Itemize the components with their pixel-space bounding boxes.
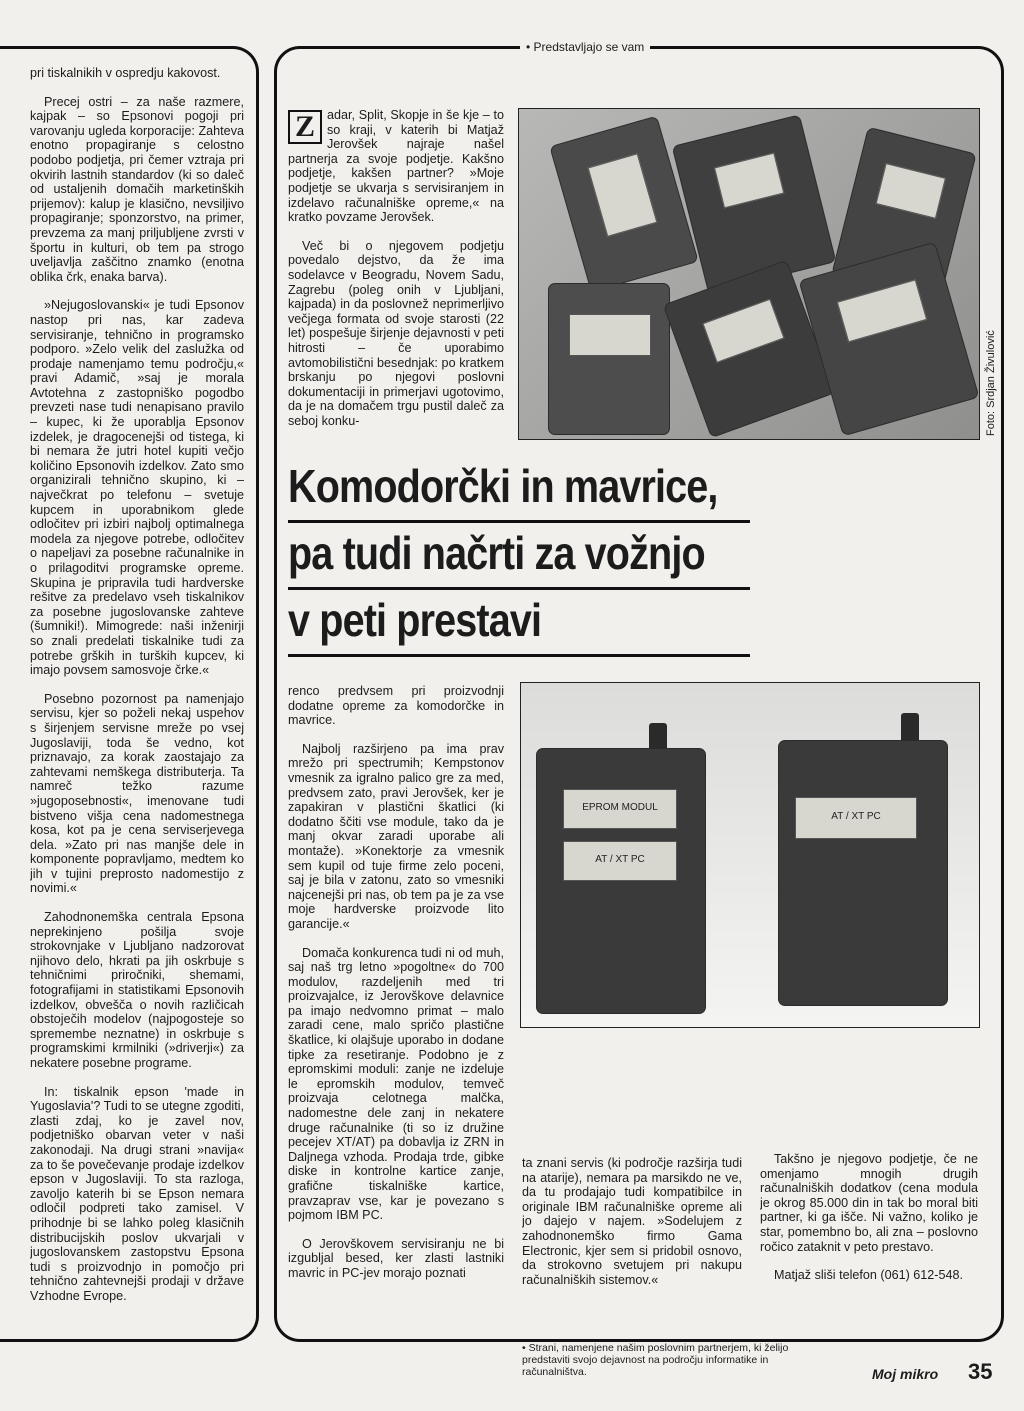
footer-note: • Strani, namenjene našim poslovnim partnerjem, ki želijo predstaviti svojo dejavnost na področju informatike in računalništva. bbox=[522, 1342, 838, 1378]
headline-rule bbox=[288, 654, 750, 657]
column4-paragraph: Matjaž sliši telefon (061) 612-548. bbox=[774, 1268, 964, 1283]
intro-paragraph-2: Več bi o njegovem podjetju povedalo dejstvo, da že ima sodelavce v Beogradu, Novem Sadu, Zagrebu (poleg onih v Ljubljani, kajpada) in da poslovnež neprimerljivo večjega formata od svoje starosti (22 let) pospešuje širjenje dejavnosti v peti hitrosti – če uporabimo avtomobilistični besednjak: po kratkem brskanju po njegovi poslovni dokumentaciji in primerjavi ugotovimo, da je na domačem trgu pustil daleč za seboj konku- bbox=[288, 238, 504, 428]
intro-column bbox=[288, 108, 504, 444]
headline-line-2: pa tudi načrti za vožnjo bbox=[288, 527, 705, 579]
headline-line-1: Komodorčki in mavrice, bbox=[288, 460, 718, 512]
photo-credit: Foto: Srdjan Živulović bbox=[985, 330, 997, 436]
left-paragraph: pri tiskalnikih v ospredju kakovost. bbox=[30, 66, 221, 80]
middle-paragraph: Domača konkurenca tudi ni od muh, saj naš trg letno »pogoltne« do 700 modulov, razdeljenih med tri proizvajalce, iz Jerovškove delavnice pa imajo nedvomno primat – malo zaradi cene, malo spričo plastične škatlice, ki olajšuje uporabo in dodane tipke za resetiranje. Podobno je z epromskimi moduli: zanje ne izdeluje le epromskih modulov, temveč proizvaja celotnega malčka, nadomestne dele zanj in nekatere druge računalnike (ti so iz družine pecejev XT/AT) pa dobavlja iz ZRN in Daljnega vzhoda. Prodaja trde, gibke diske in kontrolne kartice zanje, grafične tiskalniške kartice, pravzaprav vse, kar je povezano s pojmom IBM PC. bbox=[288, 945, 504, 1223]
left-paragraph: Posebno pozornost pa namenjajo servisu, kjer so poželi nekaj uspehov s širjenjem servisne mreže po vsej Jugoslaviji, toda še vedno, kot priznavajo, za korak zaostajajo za zahtevami nemškega distributerja. Ta namreč težko razume »jugoposebnosti«, imenovane tudi bistveno višja cena nadomestnega kosa, kot pa je cena serviserjevega dela. »Zato pri nas manjše dele in komponente popravljamo, medtem ko jih v tujini preprosto nadomestijo z novimi.« bbox=[30, 691, 244, 896]
left-paragraph: Precej ostri – za naše razmere, kajpak – so Epsonovi pogoji pri varovanju ugleda korporacije: Zahteva enotno propagiranje s celostno podobo podjetja, pri čemer vztraja pri okvirih lastnih standardov (ki so daleč od ustaljenih domačih marketinških prijemov): kalup je klasično, nevsiljivo propagiranje; sponzorstvo, na primer, prevzema za manj priljubljene zvrsti v športu in kulturi, ob tem pa strogo uveljavlja zaščitno znamko (enotna oblika črk, enaka barva). bbox=[30, 94, 244, 284]
section-header bbox=[520, 38, 650, 56]
module-box-right: AT / XT PC bbox=[779, 741, 947, 1005]
photo-modules-stack bbox=[518, 108, 980, 440]
module-box-left: EPROM MODUL AT / XT PC bbox=[537, 749, 705, 1013]
footer-magazine-name: Moj mikro bbox=[872, 1366, 939, 1382]
column4-paragraph: Takšno je njegovo podjetje, če ne omenjamo mnogih drugih računalniških dodatkov (cena modula je okrog 85.000 din in tak bo moral biti partner, ki ga išče. Ni važno, koliko je star, pomembno bo, ali zna – poslovno ročico zataknit v peto prestavo. bbox=[760, 1152, 978, 1254]
headline-line-3: v peti prestavi bbox=[288, 594, 542, 646]
middle-paragraph: Najbolj razširjeno pa ima prav mrežo pri spectrumih; Kempstonov vmesnik za igralno palico gre za med, predvsem zato, pravi Jerovšek, ker je zapakiran v plastični škatlici (ki dodatno ščiti vse module, tako da je manj okvar zaradi uporabe ali montaže). »Konektorje za vmesnik sem kupil od tuje firme zelo poceni, saj je bila v zatonu, zato so vmesniki najcenejši pri nas, ob tem pa je za vse moje hardverske proizvode lito garancije.« bbox=[288, 741, 504, 931]
column3-text bbox=[522, 1156, 742, 1326]
module-box bbox=[550, 117, 697, 292]
middle-paragraph: O Jerovškovem servisiranju ne bi izgubljal besed, ker zlasti lastniki mavric in PC-jev morajo poznati bbox=[288, 1236, 504, 1280]
page-number: 35 bbox=[968, 1359, 993, 1384]
headline-rule bbox=[288, 587, 750, 590]
left-paragraph: Zahodnonemška centrala Epsona neprekinjeno pošilja svoje strokovnjake v Ljubljano nadzorovat njihovo delo, hkrati pa jih oskrbuje s tehničnimi priročniki, shemami, fotografijami in statistikami Epsonovih izdelkov, obvešča o novih različicah obstoječih modelov (najpogosteje so spremembe neznatne) in oskrbuje s programskimi krmilniki (»driverji«) za nekatere posebne programe. bbox=[30, 910, 244, 1070]
module-box bbox=[549, 284, 669, 434]
headline bbox=[288, 460, 750, 657]
section-label: • Predstavljajo se vam bbox=[526, 40, 645, 54]
intro-paragraph: Z adar, Split, Skopje in še kje – to so kraji, v katerih bi Matjaž Jerovšek najraje našel partnerja za svoje podjetje. Kakšno podjetje, kakšen partner? »Moje podjetje se ukvarja s servisiranjem in izdelavo računalniške opreme,« na kratko povzame Jerovšek. bbox=[288, 108, 504, 225]
module-box bbox=[673, 116, 835, 293]
left-paragraph: »Nejugoslovanski« je tudi Epsonov nastop pri nas, kar zadeva servisiranje, tehnično in programsko podporo. »Zelo velik del zaslužka od prodaje namenjamo temu področju,« pravi Adamič, »saj je morala Avtotehna z zastopniško pogodbo prevzeti nase tudi nenapisano pravilo – kupec, ki že uporablja Epsonov izdelek, je dragocenejši od tistega, ki bi nemara že jutri hotel kupiti večjo količino Epsonovih izdelkov. Zato smo organizirali tehnično skupino, ki – največkrat po telefonu – svetuje kupcem in uporabnikom glede odločitev pri izbiri najbolj optimalnega modela za njegove potrebe, odločitev o napeljavi za posebne računalnike in o prilagoditvi programske opreme. Skupina je pripravila tudi hardverske rešitve za predelavo vseh tiskalnikov za posebne jugoslovanske zahteve (šumniki!). Mimogrede: naši inženirji so znali predelati tiskalnike tudi za potrebe grških in turških kupcev, ki imajo povsem samosvoje črke.« bbox=[30, 298, 244, 678]
left-column-text bbox=[30, 66, 244, 1306]
headline-rule bbox=[288, 520, 750, 523]
middle-column-text bbox=[288, 684, 504, 1324]
left-paragraph: In: tiskalnik epson 'made in Yugoslavia'? Tudi to se utegne zgoditi, zlasti zdaj, ko je zavel nov, podjetniško obarvan veter v naši zakonodaji. Na drugi strani »navija« za to še povečevanje prodaje izdelkov epson v Jugoslaviji. To sta razloga, zavoljo katerih bi se Epson nemara odločil podpreti tako zamisel. V prihodnje bi se lahko poleg klasičnih distribucijskih poslov ukvarjali v jugoslovanskem zastopstvu Epsona tudi s proizvodnjo in pomočjo pri tehnično zahtevnejši prodaji v države Vzhodne Evrope. bbox=[30, 1084, 244, 1303]
dropcap: Z bbox=[288, 110, 322, 144]
module-box bbox=[800, 243, 979, 435]
column4-text bbox=[760, 1152, 978, 1326]
column3-paragraph: ta znani servis (ki področje razširja tudi na atarije), nemara pa marsikdo ne ve, da tu prodajajo tudi kompatibilce in originale IBM računalniške opreme ali jo dajejo v najem. »Sodelujem z zahodnonemško firmo Gama Electronic, kjer sem si pridobil osnovo, da strokovno svetujem pri nakupu računalniških sistemov.« bbox=[522, 1156, 742, 1287]
photo-two-modules bbox=[520, 682, 980, 1028]
middle-paragraph: renco predvsem pri proizvodnji dodatne opreme za komodorčke in mavrice. bbox=[288, 684, 504, 728]
